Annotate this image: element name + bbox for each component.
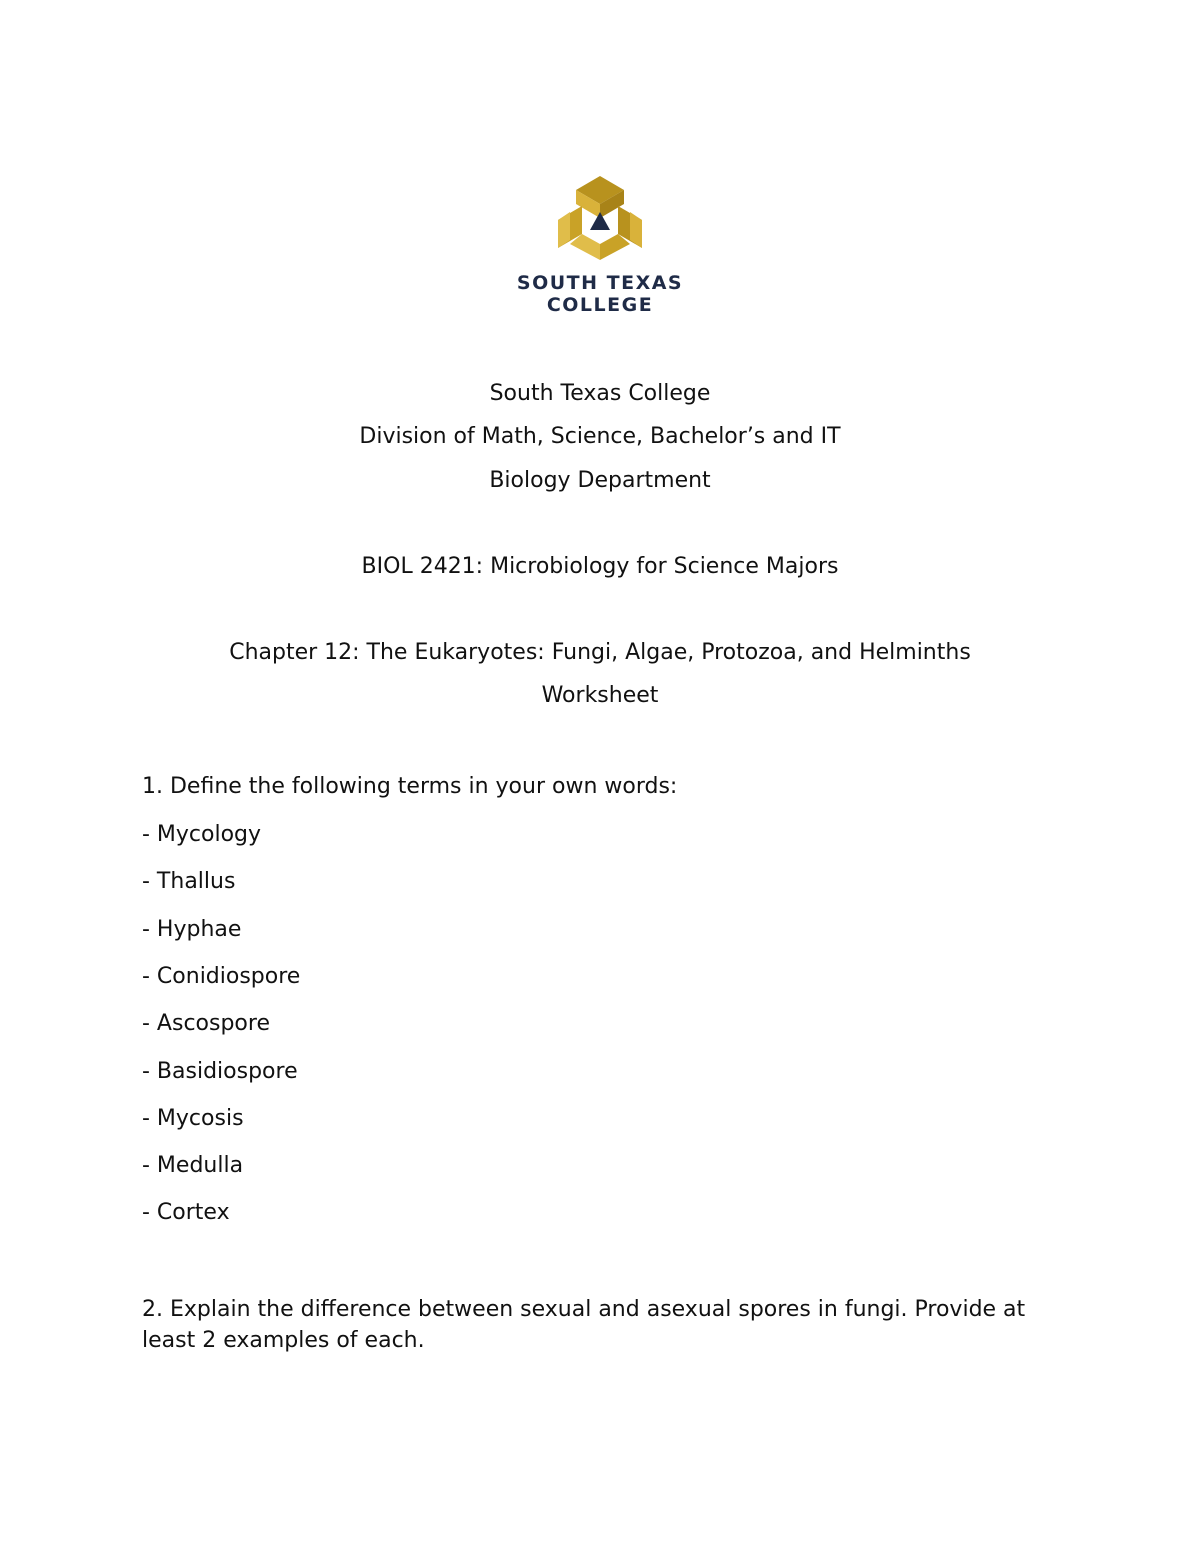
division-name: Division of Math, Science, Bachelor’s and IT <box>359 424 841 449</box>
question-2-prompt: 2. Explain the difference between sexual and asexual spores in fungi. Provide at least 2 examples of each. <box>142 1297 1026 1353</box>
term-list-item: - Mycosis <box>142 1106 244 1131</box>
logo-text-line2: COLLEGE <box>546 294 654 316</box>
south-texas-college-logo <box>500 172 700 322</box>
term-list-item: - Hyphae <box>142 917 242 942</box>
term-list-item: - Mycology <box>142 822 262 847</box>
term-list-item: - Ascospore <box>142 1011 270 1036</box>
question-1-prompt: 1. Define the following terms in your own words: <box>142 774 678 799</box>
term-list-item: - Medulla <box>142 1153 244 1178</box>
department-name: Biology Department <box>489 468 711 493</box>
institution-name: South Texas College <box>489 381 711 406</box>
term-list-item: - Basidiospore <box>142 1059 298 1084</box>
term-list-item: - Thallus <box>142 869 236 894</box>
term-list-item: - Cortex <box>142 1200 230 1225</box>
chapter-title: Chapter 12: The Eukaryotes: Fungi, Algae, Protozoa, and Helminths <box>229 640 971 665</box>
logo-emblem-icon <box>500 172 700 272</box>
document-type: Worksheet <box>541 683 659 708</box>
term-list-item: - Conidiospore <box>142 964 301 989</box>
logo-text-line1: SOUTH TEXAS <box>516 272 684 294</box>
course-title: BIOL 2421: Microbiology for Science Majors <box>361 554 839 579</box>
